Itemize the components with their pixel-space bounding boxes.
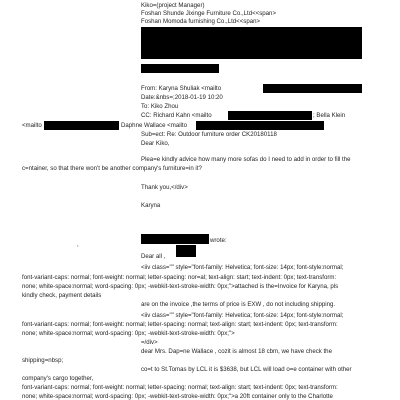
email-date: Date:&nbs=;2018-01-19 10:20 xyxy=(141,94,223,101)
reply-invoice: are on the invoice ,the terms of price is EXW , do not including shipping. xyxy=(141,301,336,308)
redaction-block xyxy=(228,111,312,120)
email-cc: CC: Richard Kahn <mailto xyxy=(141,112,212,119)
email-to: To: Kiko Zhou xyxy=(141,103,179,110)
reply-shipping: shipping=nbsp; xyxy=(22,357,64,364)
reply-wrote: wrote: xyxy=(210,237,227,244)
email-body-1: Plea=e kindly advice how many more sofas do I need to add in order to fill the xyxy=(141,156,351,163)
header-company-1: Foshan Shunde Jixinge Furniture Co.,Ltd<<span> xyxy=(141,10,276,17)
reply-daphne: dear Mrs. Dap=ne Wallace , cozit is almost 18 cbm, we have check the xyxy=(141,348,332,355)
email-thanks: Thank you,</div> xyxy=(141,184,188,191)
reply-style-a4: kindly check, payment details xyxy=(22,292,102,299)
header-company-2: Foshan Momoda furnishing Co.,Ltd<<span> xyxy=(141,18,261,25)
reply-dear-all: Dear all , xyxy=(141,253,166,260)
header-role: Kiko=(project Manager) xyxy=(141,2,205,9)
reply-style-c1: font-variant-caps: normal; font-weight: normal; letter-spacing: normal; text-align: start; text-indent: 0px; text-transform: xyxy=(22,384,338,391)
reply-cost: co=t to St.Tomas by LCL it is $3638, but LCL will load o=e container with other xyxy=(141,366,352,373)
reply-style-a3: none; white-space:normal; word-spacing: 0px; -webkit-text-stroke-width: 0px;">attached is the=Invoice for Karyna, pls xyxy=(22,283,339,290)
email-cc-4: Daphne Wallace <mailto xyxy=(121,122,187,129)
reply-style-a1: <iiv class="" style="font-family: Helvetica; font-size: 14px; font-style:normal; xyxy=(141,264,344,271)
redaction-block xyxy=(141,27,362,59)
redaction-block xyxy=(141,234,209,244)
redaction-block xyxy=(196,121,324,130)
email-subject: Sub=ect: Re: Outdoor furniture order CK20180118 xyxy=(141,131,277,138)
reply-div-close: =/div> xyxy=(141,339,158,346)
email-greeting: Dear Kiko, xyxy=(141,140,170,147)
email-body-2: c=ntainer, so that there won't be another company's furniture=in it? xyxy=(22,165,202,172)
redaction-block xyxy=(176,245,196,257)
email-cc-2: ; Bella Klein xyxy=(313,112,346,119)
redaction-block xyxy=(263,84,362,93)
reply-comma: , xyxy=(77,241,79,248)
reply-style-c2: none; white-space:normal; word-spacing: 0px; -webkit-text-stroke-width: 0px;">a 20ft container only to the Charlotte xyxy=(22,393,333,400)
reply-style-b3: none; white-space:normal; word-spacing: 0px; -webkit-text-stroke-width: 0px;"> xyxy=(22,330,235,337)
redaction-block xyxy=(44,121,119,130)
reply-style-a2: font-variant-caps: normal; font-weight: normal; letter-spacing: nor=al; text-align: start; text-indent: 0px; text-transform: xyxy=(22,274,337,281)
reply-cargo: company's cargo together, xyxy=(22,375,94,382)
email-cc-3: <mailto xyxy=(22,122,42,129)
redaction-block xyxy=(141,64,219,73)
email-from: From: Karyna Shuliak <mailto xyxy=(141,85,222,92)
reply-style-b2: font-variant-caps: normal; font-weight: normal; letter-spacing: normal; text-align: start; text-indent: 0px; text-transform: xyxy=(22,321,338,328)
email-signature: Karyna xyxy=(141,202,161,209)
reply-style-b1: <iiv class="" style="font-family: Helvetica; font-size: 14px; font-style:normal; xyxy=(141,312,344,319)
